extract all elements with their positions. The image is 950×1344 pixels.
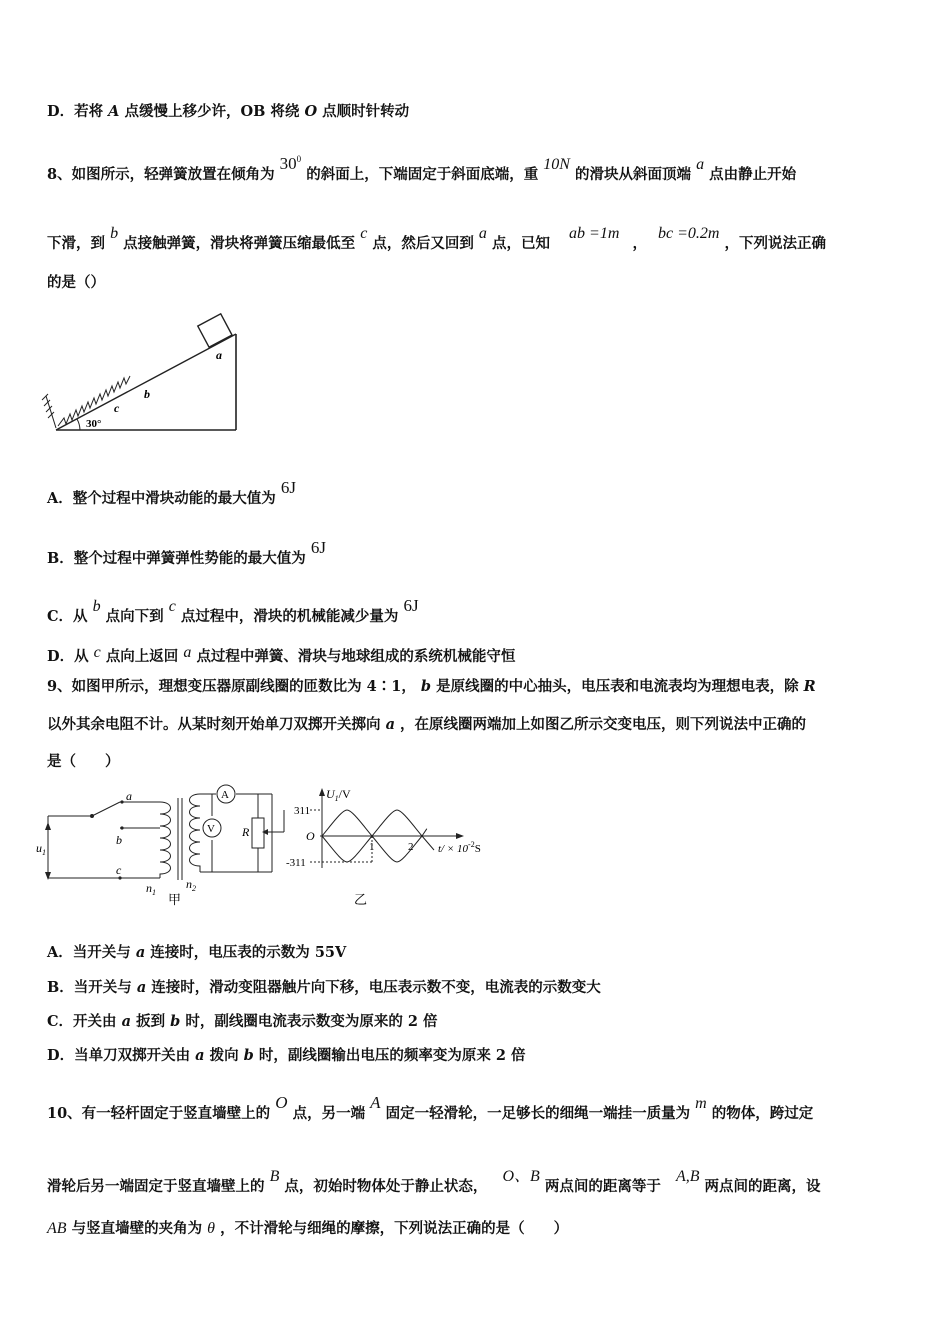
q8-option-c — [47, 596, 419, 627]
label-u1 — [36, 841, 46, 857]
incline-spring-figure — [40, 314, 240, 434]
y-unit: /V — [338, 787, 351, 801]
text: 点顺时针转动 — [322, 103, 410, 120]
angle-value: 30 — [279, 153, 297, 173]
x-symbol: t/ × 10 — [438, 843, 469, 855]
label-c: c — [114, 401, 120, 415]
text: 两点间的距离，设 — [704, 1178, 821, 1195]
q9-option-b — [47, 978, 601, 998]
block — [198, 314, 232, 347]
math-point: c — [360, 225, 368, 242]
x-tick-2: 2 — [408, 841, 414, 853]
math-points: A,B — [675, 1168, 700, 1185]
text: A．当开关与 — [47, 944, 131, 961]
math-energy: 6J — [280, 478, 296, 497]
var-label: a — [121, 1013, 132, 1030]
label-a: a — [216, 348, 222, 362]
text: 以外其余电阻不计。从某时刻开始单刀双掷开关掷向 — [47, 716, 381, 733]
text: 8、如图所示，轻弹簧放置在倾角为 — [47, 165, 275, 183]
text: 的物体，跨过定 — [711, 1105, 814, 1122]
angle-arc — [77, 419, 80, 430]
text: B．整个过程中弹簧弹性势能的最大值为 — [47, 550, 306, 567]
var-label: a — [135, 944, 146, 961]
text: 是原线圈的中心抽头，电压表和电流表均为理想电表，除 — [436, 678, 799, 695]
q8-option-d — [47, 643, 515, 667]
text: 的斜面上，下端固定于斜面底端，重 — [306, 165, 539, 183]
x-exponent: -2 — [468, 840, 475, 849]
math-point: a — [183, 644, 192, 661]
text: 的滑块从斜面顶端 — [575, 165, 692, 183]
math-point: c — [93, 644, 101, 661]
text: 9、如图甲所示，理想变压器原副线圈的匝数比为 4∶1， — [47, 678, 416, 695]
label-yi: 乙 — [354, 892, 368, 907]
text: 点向上返回 — [105, 648, 179, 665]
var-label: R — [803, 678, 816, 695]
math-ab: ab =1m — [569, 225, 620, 242]
q9-option-a — [47, 943, 346, 963]
text: 10、有一轻杆固定于竖直墙壁上的 — [47, 1105, 271, 1122]
x-tick-1: 1 — [369, 841, 375, 853]
text: 点，然后又回到 — [372, 235, 474, 252]
var-label: a — [385, 716, 395, 733]
label-resistor: R — [242, 825, 250, 839]
label-voltmeter: V — [207, 823, 215, 835]
text: 拨向 — [209, 1047, 239, 1064]
n2-subscript: 2 — [192, 884, 196, 893]
x-unit: S — [474, 843, 481, 855]
text: 固定一轻滑轮，一足够长的细绳一端挂一质量为 — [385, 1105, 691, 1122]
q8-stem-line2 — [47, 224, 826, 254]
math-point: b — [110, 225, 119, 242]
math-weight: 10N — [543, 155, 570, 173]
text: 点向下到 — [105, 608, 164, 625]
math-segment: AB — [47, 1220, 67, 1237]
n1-subscript: 1 — [152, 888, 156, 897]
u-symbol: u — [36, 841, 42, 855]
point-label: O — [304, 103, 318, 120]
math-point: A — [370, 1093, 381, 1112]
q9-option-d — [47, 1046, 526, 1066]
math-energy: 6J — [403, 596, 419, 615]
text: 扳到 — [136, 1013, 166, 1030]
y-subscript: 1 — [334, 794, 339, 803]
u-subscript: 1 — [42, 848, 46, 857]
text: 两点间的距离等于 — [544, 1178, 661, 1195]
text: 时，副线圈电流表示数变为原来的 2 倍 — [185, 1013, 438, 1030]
text: ，不计滑轮与细绳的摩擦，下列说法正确的是（ ） — [220, 1220, 569, 1237]
label-ammeter: A — [221, 789, 229, 801]
q8-option-b — [47, 538, 326, 569]
n2-symbol: n — [186, 877, 192, 891]
text: 下滑，到 — [47, 235, 105, 252]
text: ，下列说法正确 — [724, 235, 827, 252]
transformer-circuit-figure — [36, 780, 310, 910]
text: 滑轮后另一端固定于竖直墙壁上的 — [47, 1178, 265, 1195]
label-a: a — [126, 789, 132, 803]
q9-stem-line2 — [47, 715, 806, 735]
label-c: c — [116, 863, 122, 877]
math-bc: bc =0.2m — [658, 225, 720, 242]
text: D．当单刀双掷开关由 — [47, 1047, 191, 1064]
var-label: b — [243, 1047, 254, 1064]
label-n1 — [146, 881, 156, 897]
q10-stem-line3 — [47, 1219, 568, 1239]
degree-sup: 0 — [296, 154, 302, 164]
var-label: b — [420, 678, 432, 695]
math-point: B — [269, 1168, 280, 1185]
q9-stem-line1 — [47, 677, 816, 697]
math-angle: θ — [207, 1220, 216, 1237]
text: D．从 — [47, 648, 89, 665]
x-axis-label — [438, 840, 481, 855]
text: ，在原线圈两端加上如图乙所示交变电压，则下列说法中正确的 — [400, 716, 807, 733]
text: C．从 — [47, 608, 88, 625]
text: 点，初始时物体处于静止状态， — [284, 1178, 488, 1195]
text: C．开关由 — [47, 1013, 117, 1030]
label-b: b — [116, 833, 122, 847]
text: 点缓慢上移少许，OB 将绕 — [124, 103, 300, 120]
var-label: a — [195, 1047, 205, 1064]
math-point: c — [168, 598, 176, 615]
var-label: b — [170, 1013, 181, 1030]
text: A．整个过程中滑块动能的最大值为 — [47, 490, 276, 507]
label-angle: 30° — [86, 418, 102, 430]
q9-stem-line3: 是（ ） — [47, 753, 120, 770]
q8-option-a — [47, 478, 296, 509]
text: 点接触弹簧，滑块将弹簧压缩最低至 — [123, 235, 356, 252]
math-point: b — [92, 598, 101, 615]
y-top-tick: 311 — [294, 805, 311, 817]
voltage-waveform-figure — [280, 784, 510, 908]
label-jia: 甲 — [168, 892, 182, 907]
origin-label: O — [306, 829, 315, 843]
label-n2 — [186, 877, 196, 893]
label-b: b — [144, 387, 150, 401]
y-symbol: U — [326, 787, 335, 801]
text: 与竖直墙壁的夹角为 — [71, 1220, 203, 1237]
math-point: O — [275, 1093, 288, 1112]
point-label: A — [108, 103, 120, 120]
q9-option-c — [47, 1012, 438, 1032]
q8-stem-line1 — [47, 149, 796, 185]
text: 点过程中弹簧、滑块与地球组成的系统机械能守恒 — [196, 648, 516, 665]
wall-hatch — [42, 394, 56, 428]
y-axis-label — [326, 787, 351, 803]
text: 点，已知 — [491, 235, 550, 252]
math-point: a — [478, 225, 487, 242]
q10-stem-line1 — [47, 1093, 813, 1124]
var-label: a — [136, 979, 147, 996]
math-mass: m — [695, 1095, 707, 1112]
text: ， — [632, 235, 647, 252]
q10-stem-line2 — [47, 1167, 821, 1197]
y-bottom-tick: -311 — [286, 857, 306, 869]
math-energy: 6J — [310, 538, 326, 557]
text: D．若将 — [47, 103, 104, 120]
n1-symbol: n — [146, 881, 152, 895]
text: 时，副线圈输出电压的频率变为原来 2 倍 — [258, 1047, 526, 1064]
math-point: a — [696, 155, 705, 173]
math-points: O、B — [502, 1168, 540, 1185]
text: 点，另一端 — [292, 1105, 366, 1122]
text: 点过程中，滑块的机械能减少量为 — [180, 608, 399, 625]
q7-option-d — [47, 102, 409, 122]
math-angle — [280, 149, 302, 174]
text: 连接时，电压表的示数为 55V — [150, 944, 347, 961]
text: 点由静止开始 — [709, 165, 797, 183]
text: B．当开关与 — [47, 979, 132, 996]
q8-stem-line3: 的是（） — [47, 274, 105, 291]
text: 连接时，滑动变阻器触片向下移，电压表示数不变，电流表的示数变大 — [151, 979, 601, 996]
